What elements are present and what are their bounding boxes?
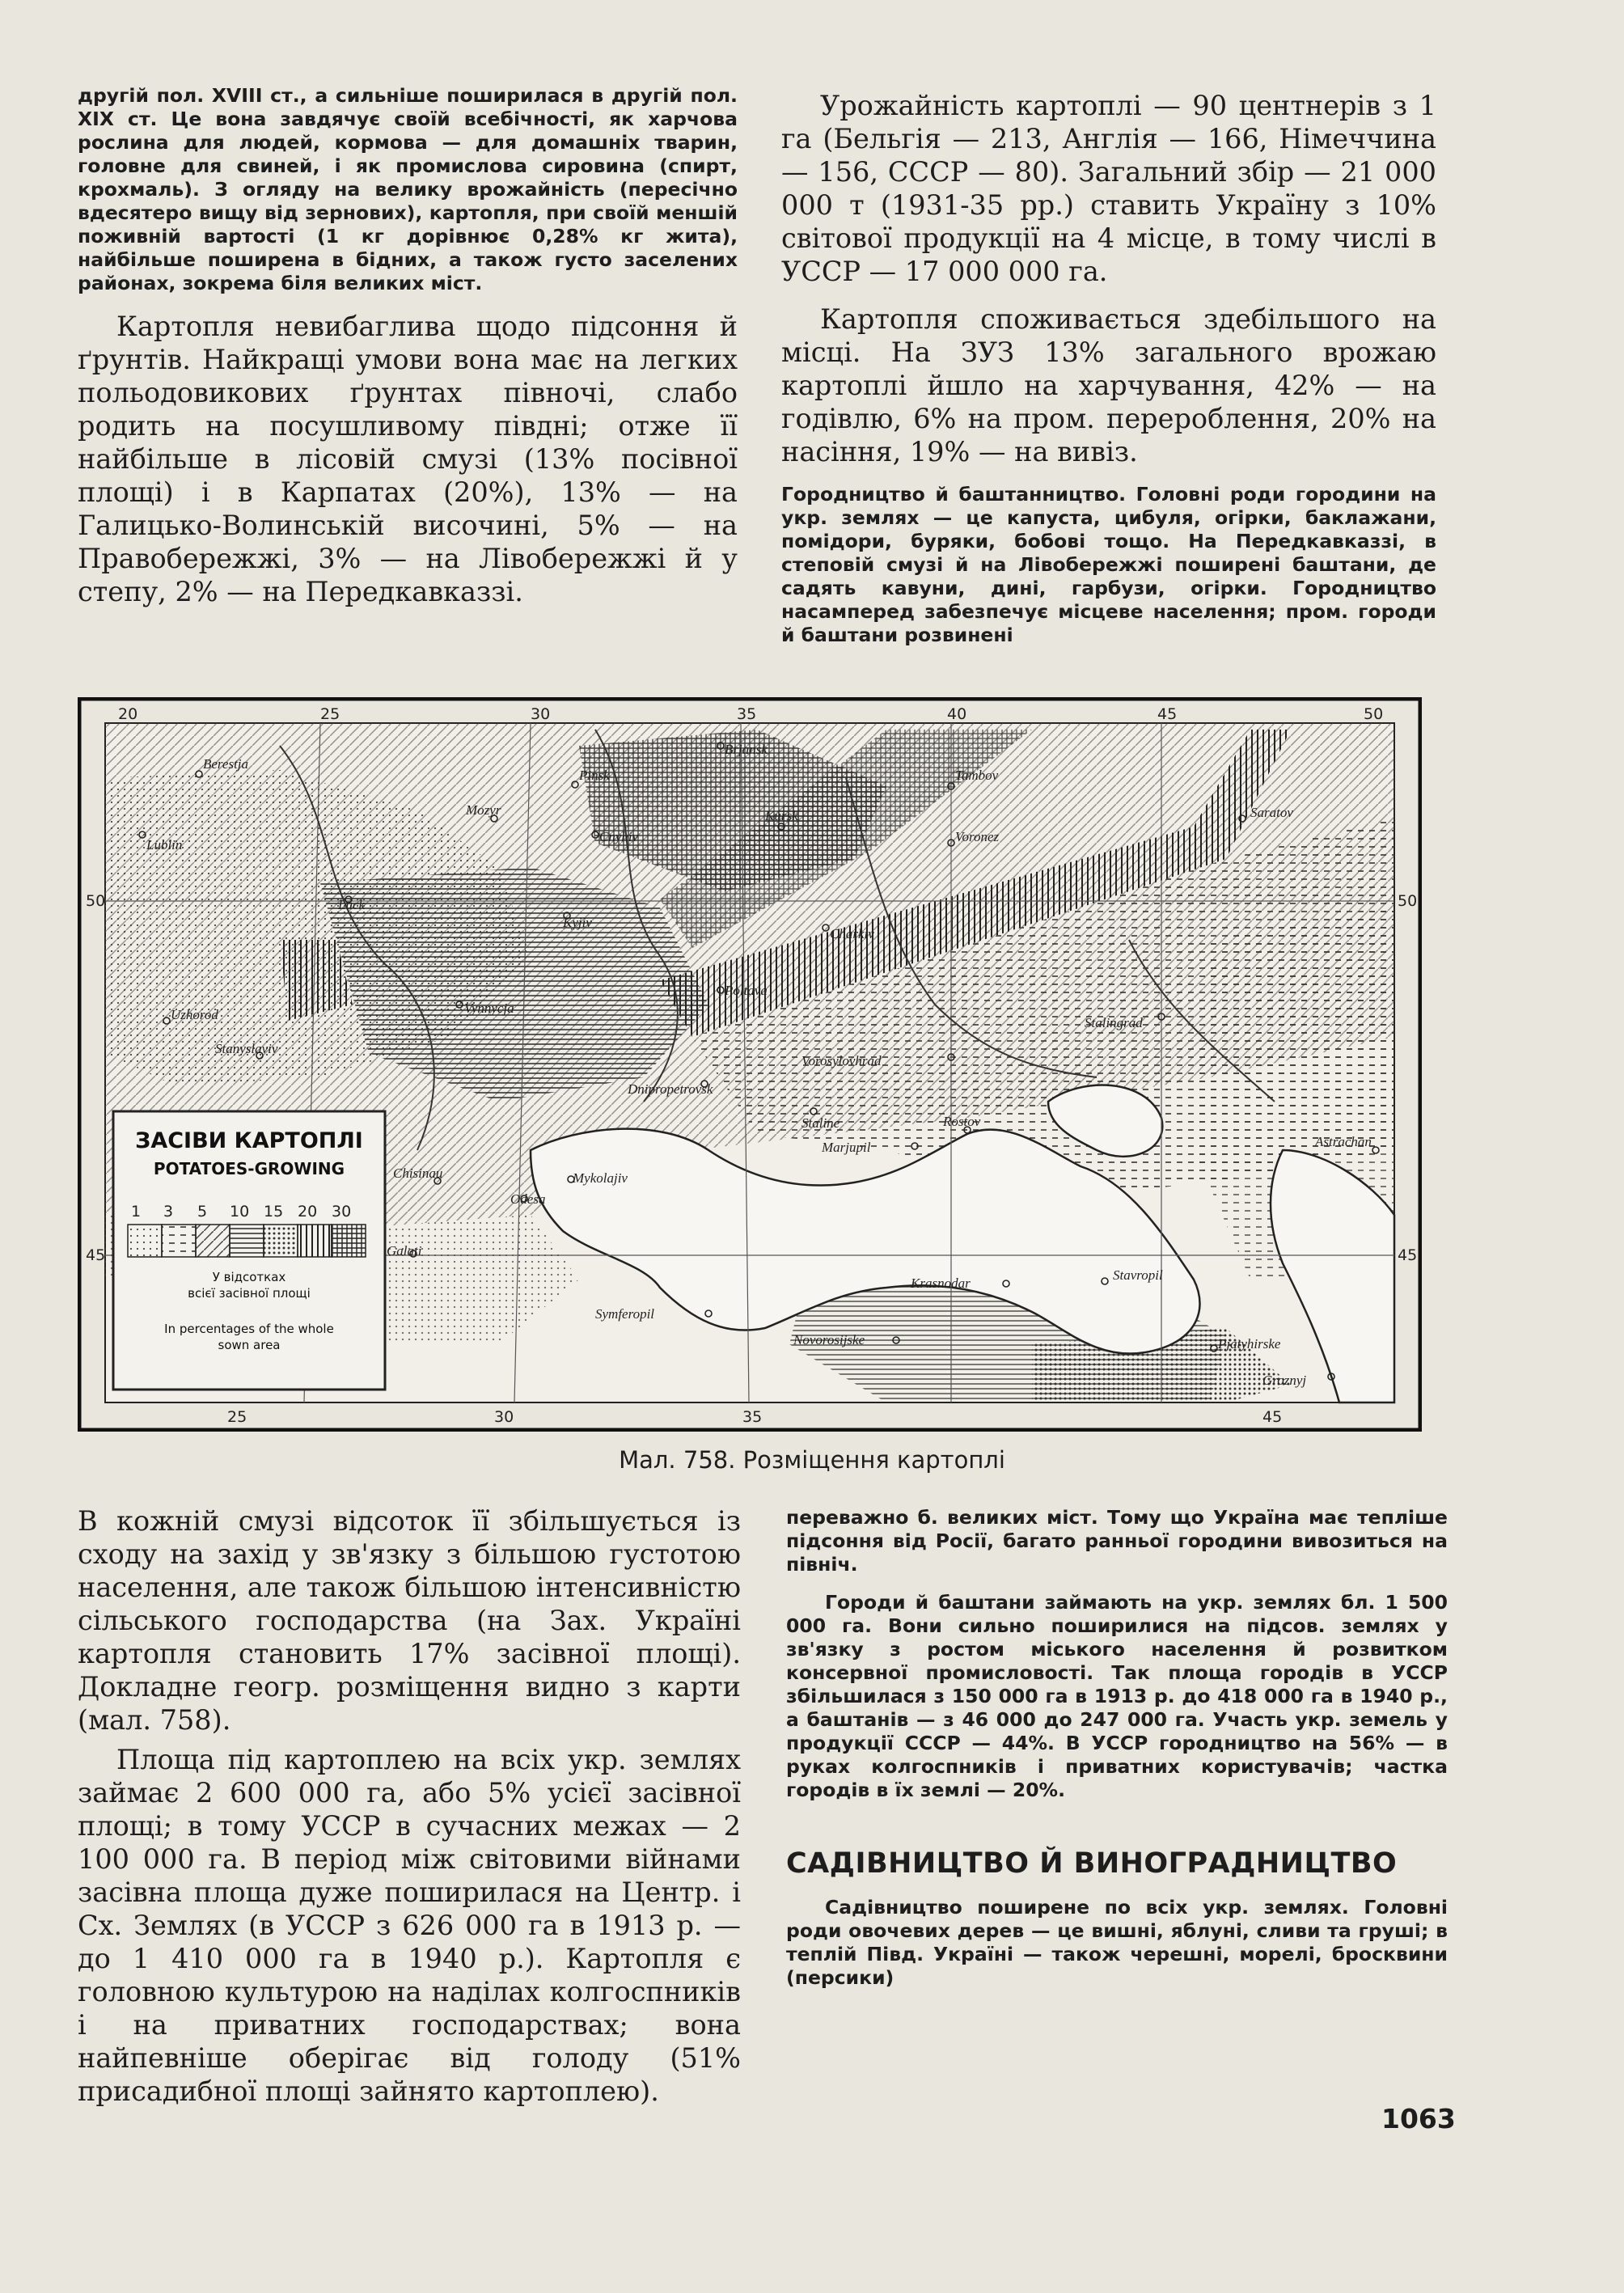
paragraph: Городи й баштани займають на укр. землях бл. 1 500 000 га. Вони сильно поширилися на підсов. землях у зв'язку з ростом міського населення й розвитком консервної промисловості. Так площа городів в УССР збільшилася з 150 000 га в 1913 р. до 418 000 га в 1940 р., а баштанів — з 46 000 до 247 000 га. Участь укр. земель у продукції СССР — 44%. В УССР городництво на 56% — в руках колгоспників і приватних користувачів; частка городів в їх землі — 20%. — [786, 1591, 1448, 1801]
city-label: Lublin — [146, 837, 183, 852]
city-label: Odesa — [510, 1191, 546, 1207]
city-label: Groznyj — [1262, 1373, 1307, 1388]
potato-distribution-map — [78, 697, 1422, 1432]
city-label: Pjatyhirske — [1218, 1336, 1281, 1352]
scale-label: 1 — [131, 1203, 142, 1221]
subheading: Городництво й баштанництво. — [781, 483, 1127, 506]
city-label: Galati — [387, 1243, 422, 1259]
lon-label: 20 — [118, 705, 138, 723]
lon-label: 45 — [1157, 705, 1178, 723]
lon-label: 45 — [1262, 1408, 1283, 1426]
city-label: Stalingrad — [1085, 1015, 1143, 1030]
lat-label: 45 — [1398, 1246, 1418, 1264]
legend-note: всієї засівної площі — [188, 1286, 311, 1301]
paragraph: Картопля невибаглива щодо підсоння й ґрунтів. Найкращі умови вона має на легких польодовикових ґрунтах півночі, слабо родить на посушливому півдні; отже її найбільше в лісовій смузі (13% посівної площі) і в Карпатах (20%), 13% — на Галицько-Волинській височині, 5% — на Правобережжі, 3% — на Лівобережжі й у степу, 2% — на Передкавказзі. — [78, 311, 738, 607]
lon-label: 25 — [227, 1408, 247, 1426]
legend-note: У відсотках — [212, 1270, 286, 1284]
city-label: Krasnodar — [911, 1276, 971, 1291]
lon-label: 30 — [494, 1408, 514, 1426]
lon-label: 35 — [742, 1408, 763, 1426]
city-label: Chisinau — [393, 1166, 443, 1181]
left-column-bottom — [78, 1504, 741, 2108]
scale-label: 10 — [230, 1203, 250, 1221]
top-longitude-labels — [118, 705, 1383, 723]
legend-note: sown area — [218, 1338, 281, 1352]
scale-label: 5 — [197, 1203, 208, 1221]
city-label: Charkiv — [830, 926, 874, 941]
lon-label: 25 — [320, 705, 340, 723]
city-label: Mozyr — [466, 802, 501, 818]
city-label: Staline — [801, 1115, 840, 1131]
lon-label: 50 — [1364, 705, 1384, 723]
right-column-top — [781, 89, 1436, 647]
scale-label: 3 — [163, 1203, 174, 1221]
scale-label: 15 — [264, 1203, 284, 1221]
city-label: Saratov — [1250, 805, 1293, 820]
map-legend — [113, 1111, 385, 1390]
city-label: Poltava — [725, 983, 768, 998]
paragraph: Площа під картоплею на всіх укр. землях займає 2 600 000 га, або 5% усієї засівної площі; в тому УССР в сучасних межах — 2 100 000 га. В період між світовими війнами засівна площа дуже поширилася на Центр. і Сх. Землях (в УССР з 626 000 га в 1913 р. — до 1 410 000 га в 1940 р.). Картопля є головною культурою на наділах колгоспників і на приватних господарствах; вона найпевніше оберігає від голоду (51% присадибної площі зайнято картоплею). — [78, 1744, 741, 2107]
lon-label: 40 — [947, 705, 967, 723]
legend-title: ЗАСІВИ КАРТОПЛІ — [135, 1128, 363, 1153]
city-label: Vynnycja — [464, 1001, 514, 1016]
paragraph: В кожній смузі відсоток її збільшується із сходу на захід у зв'язку з більшою густотою населення, але також більшою інтенсивністю сільського господарства (на Зах. Україні картопля становить 17% засівної площі). Докладне геогр. розміщення видно з карти (мал. 758). — [78, 1505, 741, 1736]
city-label: Cnyhiv — [599, 829, 639, 844]
city-label: Novorosijske — [793, 1332, 865, 1347]
lat-label: 45 — [86, 1246, 106, 1264]
city-label: Uzhorod — [171, 1007, 218, 1022]
lon-label: 35 — [737, 705, 757, 723]
figure-caption: Мал. 758. Розміщення картоплі — [619, 1446, 1005, 1474]
bottom-longitude-labels — [227, 1408, 1282, 1426]
city-label: Dnipropetrovsk — [628, 1081, 713, 1097]
city-label: Tambov — [955, 768, 999, 783]
right-column-bottom — [786, 1506, 1448, 1990]
city-label: Rostov — [943, 1114, 981, 1129]
city-label: Kursk — [765, 808, 798, 823]
left-column-top — [78, 84, 738, 608]
lat-label: 50 — [86, 892, 106, 910]
city-label: Marjupil — [822, 1140, 871, 1155]
city-label: Astrachan — [1315, 1134, 1372, 1149]
city-label: Kyjiv — [563, 915, 592, 930]
city-label: Luck — [338, 897, 366, 912]
legend-subtitle: POTATOES-GROWING — [153, 1159, 345, 1178]
paragraph: Урожайність картоплі — 90 центнерів з 1 га (Бельгія — 213, Англія — 166, Німеччина — 156, СССР — 80). Загальний збір — 21 000 000 т (1931-35 рр.) ставить Україну з 10% світової продукції на 4 місце, в тому числі в УССР — 17 000 000 га. — [781, 90, 1436, 287]
city-label: Vorosylovhrad — [801, 1053, 882, 1068]
city-label: Voronez — [955, 829, 1000, 844]
legend-note: In percentages of the whole — [164, 1322, 334, 1336]
paragraph: Картопля споживається здебільшого на місці. На ЗУЗ 13% загального врожаю картоплі йшло на харчування, 42% — на годівлю, 6% на пром. перероблення, 20% на насіння, 19% — на вивіз. — [781, 303, 1436, 467]
city-label: Stavropil — [1113, 1267, 1163, 1283]
city-label: Stanyslaviv — [215, 1041, 278, 1056]
lat-label: 50 — [1398, 892, 1418, 910]
scale-label: 20 — [298, 1203, 318, 1221]
city-label: Berestja — [203, 756, 249, 772]
paragraph-body: Головні роди городини на укр. землях — це капуста, цибуля, огірки, баклажани, помідори, буряки, бобові тощо. На Передкавказзі, в степовій смузі й на Лівобережжі поширені баштани, де садять кавуни, дині, гарбузи, огірки. Городництво насамперед забезпечує місцеве населення; пром. городи й баштани розвинені — [781, 483, 1436, 646]
paragraph — [781, 483, 1436, 647]
city-label: Symferopil — [595, 1306, 655, 1322]
lon-label: 30 — [531, 705, 551, 723]
page-number: 1063 — [1381, 2103, 1456, 2134]
paragraph: Садівництво поширене по всіх укр. землях. Головні роди овочевих дерев — це вишні, яблуні, сливи та груші; в теплій Півд. Україні — також черешні, морелі, бросквини (персики) — [786, 1896, 1448, 1989]
city-label: Brjansk — [725, 742, 768, 757]
city-label: Pinsk — [579, 768, 610, 783]
paragraph: переважно б. великих міст. Тому що Україна має тепліше підсоння від Росії, багато ранньої городини вивозиться на північ. — [786, 1506, 1448, 1576]
paragraph: другій пол. XVIII ст., а сильніше поширилася в другій пол. XIX ст. Це вона завдячує своїй всебічності, як харчова рослина для людей, кормова — для домашніх тварин, головне для свиней, і як промислова сировина (спирт, крохмаль). З огляду на велику врожайність (пересічно вдесятеро вищу від зернових), картопля, при своїй меншій поживній вартості (1 кг дорівнює 0,28% кг жита), найбільше поширена в бідних, а також густо заселених районах, зокрема біля великих міст. — [78, 84, 738, 294]
section-heading: САДІВНИЦТВО Й ВИНОГРАДНИЦТВО — [786, 1847, 1398, 1880]
scale-label: 30 — [332, 1203, 352, 1221]
city-label: Mykolajiv — [573, 1170, 628, 1186]
